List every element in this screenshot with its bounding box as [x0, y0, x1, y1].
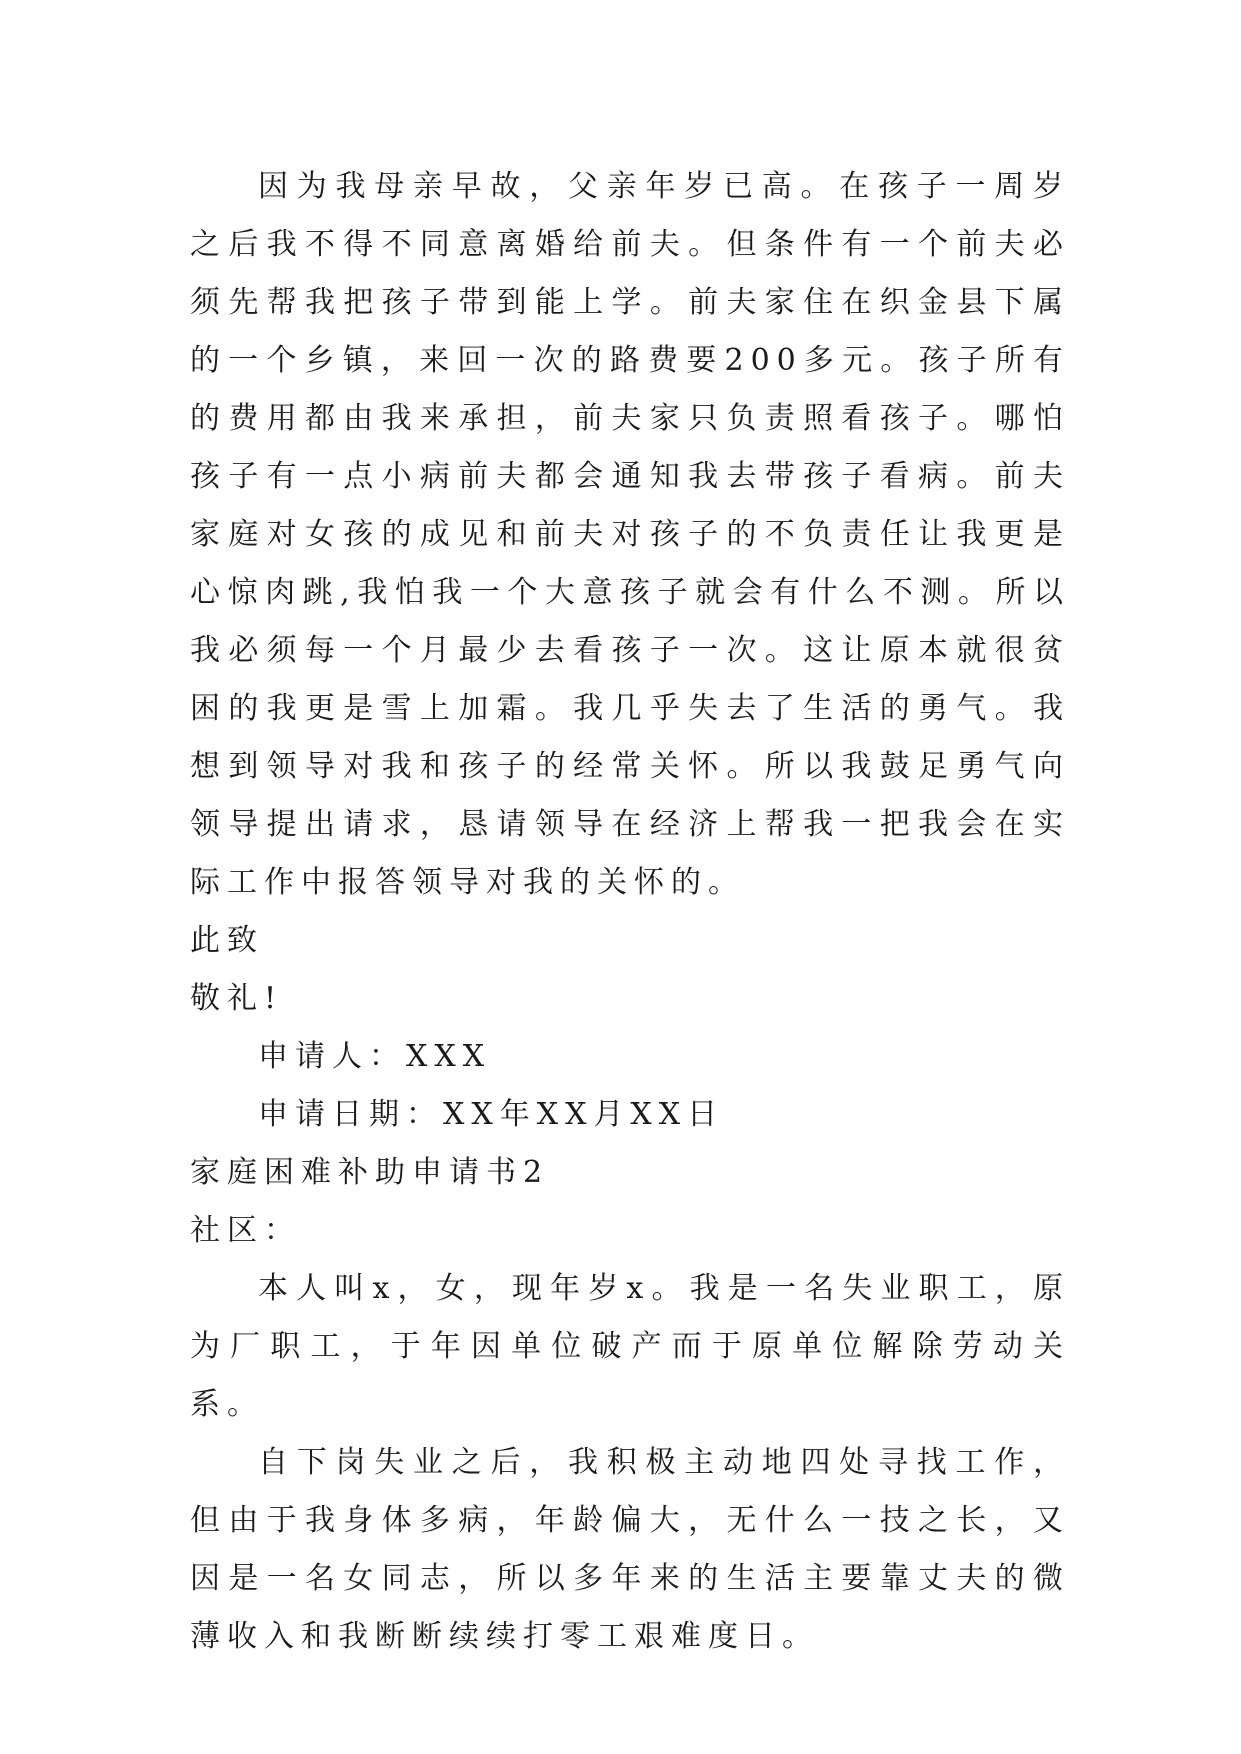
body-paragraph: 本人叫x，女，现年岁x。我是一名失业职工，原为厂职工，于年因单位破产而于原单位解除劳动关系。 — [190, 1271, 1070, 1422]
document-body — [190, 158, 1070, 1666]
salutation-line: 社区： — [190, 1213, 301, 1248]
body-paragraph: 因为我母亲早故，父亲年岁已高。在孩子一周岁之后我不得不同意离婚给前夫。但条件有一个前夫必须先帮我把孩子带到能上学。前夫家住在织金县下属的一个乡镇，来回一次的路费要200多元。孩子所有的费用都由我来承担，前夫家只负责照看孩子。哪怕孩子有一点小病前夫都会通知我去带孩子看病。前夫家庭对女孩的成见和前夫对孩子的不负责任让我更是心惊肉跳,我怕我一个大意孩子就会有什么不测。所以我必须每一个月最少去看孩子一次。这让原本就很贫困的我更是雪上加霜。我几乎失去了生活的勇气。我想到领导对我和孩子的经常关怀。所以我鼓足勇气向领导提出请求，恳请领导在经济上帮我一把我会在实际工作中报答领导对我的关怀的。 — [190, 169, 1070, 900]
applicant-line: 申请人：XXX — [258, 1039, 492, 1074]
document-title: 家庭困难补助申请书2 — [190, 1155, 550, 1190]
apply-date-line: 申请日期：XX年XX月XX日 — [258, 1097, 725, 1132]
body-paragraph: 自下岗失业之后，我积极主动地四处寻找工作，但由于我身体多病，年龄偏大，无什么一技之长，又因是一名女同志，所以多年来的生活主要靠丈夫的微薄收入和我断断续续打零工艰难度日。 — [190, 1445, 1070, 1654]
closing-line: 此致 — [190, 923, 264, 958]
closing-salute: 敬礼! — [190, 981, 284, 1016]
